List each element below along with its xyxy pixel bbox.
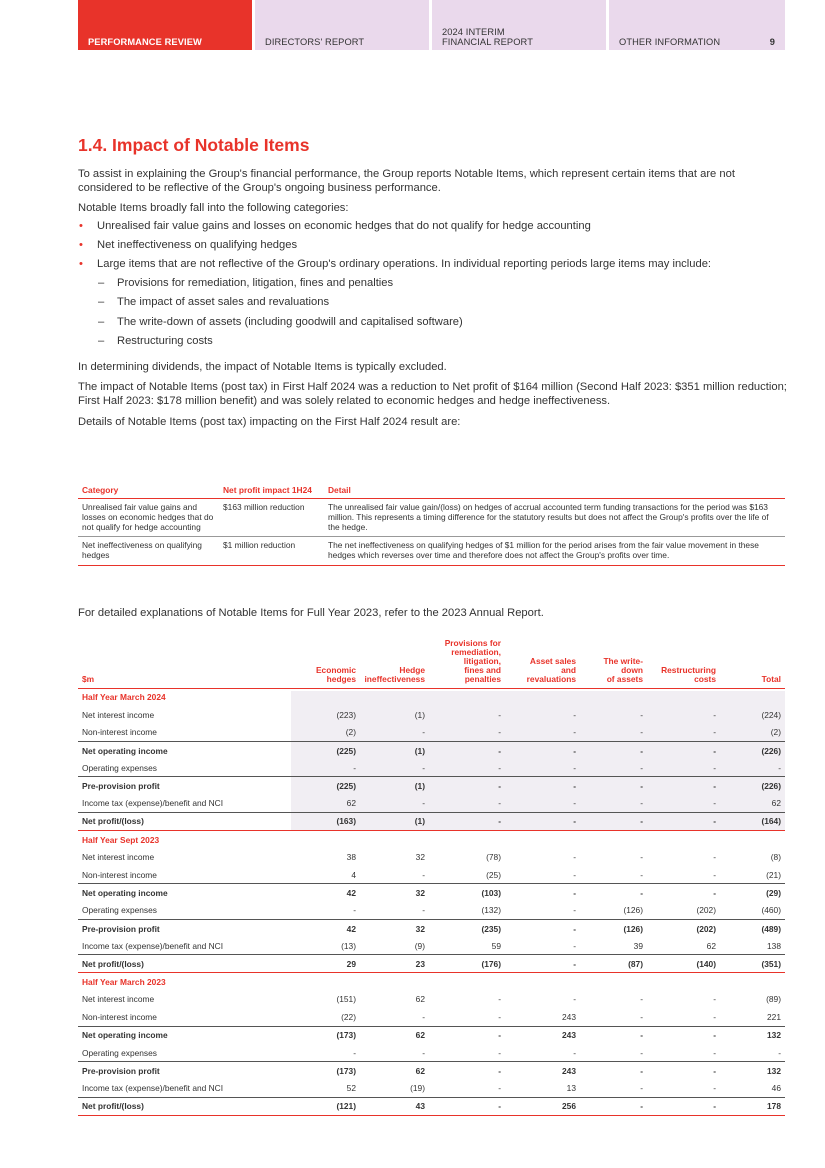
value-cell: - [647,741,720,759]
table-row [78,777,785,795]
value-cell: (226) [720,777,785,795]
section-title: Half Year March 2023 [82,976,166,987]
value-cell: - [505,919,580,937]
value-cell: (25) [486,869,501,880]
value-cell: - [498,994,501,1005]
category-cell: Unrealised fair value gains and losses on economic hedges that do not qualify for hedge accounting [78,499,219,537]
value-cell: - [422,905,425,916]
value-cell: - [505,813,580,831]
table-row [78,813,785,831]
table-row [78,724,785,742]
value-cell: 59 [491,940,501,951]
value-cell: (29) [720,884,785,902]
value-cell: - [640,1047,643,1058]
value-cell: - [713,1011,716,1022]
value-cell: - [573,994,576,1005]
value-cell: - [353,762,356,773]
value-cell: - [429,1097,505,1115]
value-cell: - [422,869,425,880]
detail-cell: The net ineffectiveness on qualifying hedges of $1 million for the period arises from the fair value movement in these hedges which reverses over time and therefore does not affect the Group's profits over time. [324,537,785,565]
row-label: Income tax (expense)/benefit and NCI [82,1083,224,1094]
row-label: Net profit/(loss) [78,1097,287,1115]
value-cell: - [573,798,576,809]
category-cell: Net ineffectiveness on qualifying hedges [78,537,219,565]
column-header [429,638,505,688]
column-header-line: Provisions for [444,637,501,648]
impact-cell: $1 million reduction [219,537,324,565]
row-label: Net profit/(loss) [78,813,287,831]
value-cell: (176) [429,955,505,973]
value-cell: - [778,1047,781,1058]
table-row [78,537,785,565]
column-header-line: Total [761,673,781,684]
value-cell: (235) [429,919,505,937]
value-cell: 243 [505,1062,580,1080]
row-label: Net interest income [82,709,155,720]
value-cell: 32 [360,919,429,937]
table-row [78,1044,785,1062]
table-row [78,884,785,902]
value-cell: (224) [761,709,781,720]
column-header [287,638,360,688]
value-cell: (226) [720,741,785,759]
sub-list-item: – The impact of asset sales and revaluations [78,295,788,309]
value-cell: - [647,813,720,831]
list-item: • Large items that are not reflective of the Group's ordinary operations. In individual reporting periods large items may include: [78,257,788,271]
value-cell: - [573,1047,576,1058]
value-cell: (22) [341,1011,356,1022]
page-number: 9 [769,37,775,47]
value-cell: 32 [360,884,429,902]
value-cell: (132) [481,905,501,916]
column-header [360,638,429,688]
value-cell: - [505,955,580,973]
tab-label-line2: FINANCIAL REPORT [442,37,533,47]
column-header-line: Restructuring [661,664,716,675]
row-label: Income tax (expense)/benefit and NCI [82,798,224,809]
value-cell: 221 [767,1011,781,1022]
column-header-line: Economic [315,664,356,675]
section-heading: 1.4. Impact of Notable Items [78,135,310,155]
sub-list-item: – Restructuring costs [78,334,788,348]
value-cell: (489) [720,919,785,937]
value-cell: - [498,727,501,738]
value-cell: 46 [771,1083,781,1094]
table-body [78,688,785,1115]
column-header-line: and [561,664,576,675]
section-title: Half Year Sept 2023 [82,834,160,845]
tab-label: OTHER INFORMATION [619,37,721,47]
table-row [78,741,785,759]
table-row [78,1026,785,1044]
value-cell: (225) [287,777,360,795]
value-cell: - [422,1011,425,1022]
value-cell: (1) [360,813,429,831]
column-header-line: revaluations [526,673,576,684]
column-header-line: ineffectiveness [364,673,425,684]
value-cell: - [580,884,647,902]
value-cell: (19) [410,1083,425,1094]
value-cell: (126) [623,905,643,916]
value-cell: 62 [706,940,716,951]
value-cell: (223) [336,709,356,720]
row-label: Income tax (expense)/benefit and NCI [82,940,224,951]
value-cell: 29 [287,955,360,973]
value-cell: 13 [566,1083,576,1094]
column-header-line: hedges [326,673,356,684]
value-cell: (460) [761,905,781,916]
value-cell: - [580,1026,647,1044]
value-cell: - [573,869,576,880]
column-header-line: down [621,664,643,675]
value-cell: - [580,813,647,831]
table-row [78,866,785,884]
row-label: Net operating income [78,1026,287,1044]
impact-paragraph: The impact of Notable Items (post tax) in First Half 2024 was a reduction to Net profit of $164 million (Second Half 2023: $351 million reduction; First Half 2023: $178 million benefit) and was solely related to economic hedges and hedge ineffectiveness. [78,381,787,408]
table-header-row [78,638,785,688]
row-label: Non-interest income [82,1011,157,1022]
value-cell: (87) [580,955,647,973]
section-header-row [78,973,785,991]
row-label: Pre-provision profit [78,777,287,795]
value-cell: 62 [346,798,356,809]
column-header-unit: $m [78,638,287,688]
column-header: Category [78,483,219,499]
value-cell: - [647,1097,720,1115]
list-item: • Net ineffectiveness on qualifying hedges [78,238,788,252]
value-cell: - [422,762,425,773]
value-cell: - [573,940,576,951]
value-cell: 38 [346,852,356,863]
value-cell: - [573,905,576,916]
value-cell: 62 [771,798,781,809]
value-cell: - [647,884,720,902]
column-header-line: of assets [606,673,643,684]
column-header-line: fines and [464,664,501,675]
value-cell: (78) [486,852,501,863]
value-cell: - [505,777,580,795]
value-cell: - [505,741,580,759]
value-cell: 178 [720,1097,785,1115]
sub-list-item: – Provisions for remediation, litigation, fines and penalties [78,276,788,290]
financial-table [78,638,785,1116]
value-cell: - [713,852,716,863]
column-header-line: Asset sales [529,655,576,666]
value-cell: - [580,741,647,759]
tab-label-line1: 2024 INTERIM [442,27,505,37]
value-cell: 62 [415,994,425,1005]
value-cell: (173) [287,1062,360,1080]
category-list [78,219,788,348]
tab-label: DIRECTORS' REPORT [265,37,365,47]
value-cell: (89) [766,994,781,1005]
column-header-line: remediation, [451,646,501,657]
body-text [78,167,788,435]
value-cell: - [713,869,716,880]
value-cell: - [713,1083,716,1094]
section-title: Half Year March 2024 [82,692,166,703]
table-row [78,955,785,973]
value-cell: 42 [287,884,360,902]
sub-list-item: – The write-down of assets (including goodwill and capitalised software) [78,315,788,329]
value-cell: (1) [360,777,429,795]
section-header-row [78,688,785,706]
value-cell: - [580,1062,647,1080]
row-label: Non-interest income [82,727,157,738]
tab-performance-review[interactable] [78,0,252,50]
table-row [78,937,785,955]
value-cell: - [640,709,643,720]
column-header: Net profit impact 1H24 [219,483,324,499]
value-cell: - [429,1026,505,1044]
value-cell: (9) [414,940,425,951]
value-cell: (163) [287,813,360,831]
value-cell: (2) [345,727,356,738]
value-cell: (173) [287,1026,360,1044]
value-cell: - [640,762,643,773]
row-label: Net operating income [78,884,287,902]
value-cell: (202) [647,919,720,937]
value-cell: - [353,1047,356,1058]
table-row [78,991,785,1009]
value-cell: - [498,709,501,720]
section-nav [78,0,785,50]
value-cell: (121) [287,1097,360,1115]
value-cell: (126) [580,919,647,937]
value-cell: - [640,727,643,738]
column-header-line: The write- [603,655,643,666]
value-cell: - [429,777,505,795]
value-cell: - [505,884,580,902]
value-cell: 256 [505,1097,580,1115]
value-cell: 132 [720,1062,785,1080]
full-year-note: For detailed explanations of Notable Items for Full Year 2023, refer to the 2023 Annual Report. [78,607,544,619]
value-cell: (8) [770,852,781,863]
details-paragraph: Details of Notable Items (post tax) impacting on the First Half 2024 result are: [78,415,461,428]
column-header [647,638,720,688]
value-cell: - [498,1047,501,1058]
value-cell: 43 [360,1097,429,1115]
value-cell: - [713,709,716,720]
value-cell: - [580,1097,647,1115]
row-label: Pre-provision profit [78,1062,287,1080]
value-cell: - [573,709,576,720]
detail-cell: The unrealised fair value gain/(loss) on hedges of accrual accounted term funding transactions for the period was $163 million. This represents a timing difference for the statutory results but does not affect the Group's profits over the life of the hedge. [324,499,785,537]
column-header: Detail [324,483,785,499]
tab-label: PERFORMANCE REVIEW [88,37,202,47]
table-row [78,706,785,724]
column-header [720,638,785,688]
value-cell: - [647,777,720,795]
value-cell: - [573,727,576,738]
value-cell: 39 [633,940,643,951]
value-cell: - [580,777,647,795]
value-cell: - [498,1011,501,1022]
value-cell: - [713,798,716,809]
value-cell: - [429,741,505,759]
intro-paragraph: To assist in explaining the Group's financial performance, the Group reports Notable Items, which represent certain items that are not considered to be reflective of the Group's ongoing business performance. [78,168,735,195]
value-cell: (1) [360,741,429,759]
value-cell: (13) [341,940,356,951]
value-cell: 52 [346,1083,356,1094]
value-cell: 62 [360,1026,429,1044]
value-cell: - [713,727,716,738]
value-cell: - [647,1026,720,1044]
value-cell: (225) [287,741,360,759]
row-label: Pre-provision profit [78,919,287,937]
value-cell: - [573,762,576,773]
value-cell: (202) [696,905,716,916]
list-item: • Unrealised fair value gains and losses on economic hedges that do not qualify for hedge accounting [78,219,788,233]
value-cell: - [429,813,505,831]
value-cell: - [640,798,643,809]
value-cell: (2) [770,727,781,738]
value-cell: 138 [767,940,781,951]
section-header-row [78,830,785,848]
table-row [78,848,785,866]
row-label: Non-interest income [82,869,157,880]
value-cell: - [422,727,425,738]
value-cell: - [713,1047,716,1058]
table-row [78,1097,785,1115]
tab-interim-financial-report[interactable] [432,0,606,50]
row-label: Net operating income [78,741,287,759]
column-header-line: penalties [464,673,501,684]
value-cell: - [573,852,576,863]
value-cell: - [498,1083,501,1094]
table-row [78,795,785,813]
value-cell: - [429,1062,505,1080]
value-cell: 23 [360,955,429,973]
value-cell: - [422,1047,425,1058]
table-header-row [78,483,785,499]
value-cell: 243 [505,1026,580,1044]
value-cell: - [713,762,716,773]
table-row [78,902,785,920]
tab-other-information[interactable] [609,0,785,50]
table-row [78,1080,785,1098]
table-row [78,1008,785,1026]
value-cell: - [713,994,716,1005]
value-cell: - [353,905,356,916]
value-cell: 62 [360,1062,429,1080]
table-row [78,759,785,777]
value-cell: 42 [287,919,360,937]
row-label: Operating expenses [82,762,157,773]
value-cell: (103) [429,884,505,902]
column-header-line: litigation, [463,655,501,666]
value-cell: - [640,869,643,880]
table-row [78,919,785,937]
row-label: Net interest income [82,852,155,863]
value-cell: (1) [414,709,425,720]
value-cell: - [498,762,501,773]
value-cell: (151) [336,994,356,1005]
value-cell: (164) [720,813,785,831]
value-cell: - [778,762,781,773]
row-label: Operating expenses [82,905,157,916]
row-label: Net interest income [82,994,155,1005]
row-label: Operating expenses [82,1047,157,1058]
column-header-line: Hedge [399,664,425,675]
row-label: Net profit/(loss) [78,955,287,973]
dividends-paragraph: In determining dividends, the impact of Notable Items is typically excluded. [78,361,447,374]
column-header-line: costs [694,673,716,684]
value-cell: 132 [720,1026,785,1044]
value-cell: 243 [562,1011,576,1022]
table-row [78,1062,785,1080]
value-cell: - [422,798,425,809]
tab-directors-report[interactable] [255,0,429,50]
column-header [580,638,647,688]
value-cell: - [640,852,643,863]
notable-items-table [78,483,785,566]
table-row [78,499,785,537]
value-cell: - [640,994,643,1005]
value-cell: 4 [351,869,356,880]
value-cell: (140) [647,955,720,973]
categories-intro: Notable Items broadly fall into the following categories: [78,202,349,215]
value-cell: 32 [415,852,425,863]
impact-cell: $163 million reduction [219,499,324,537]
value-cell: (21) [766,869,781,880]
value-cell: - [498,798,501,809]
value-cell: - [640,1011,643,1022]
value-cell: - [647,1062,720,1080]
column-header [505,638,580,688]
value-cell: (351) [720,955,785,973]
value-cell: - [640,1083,643,1094]
